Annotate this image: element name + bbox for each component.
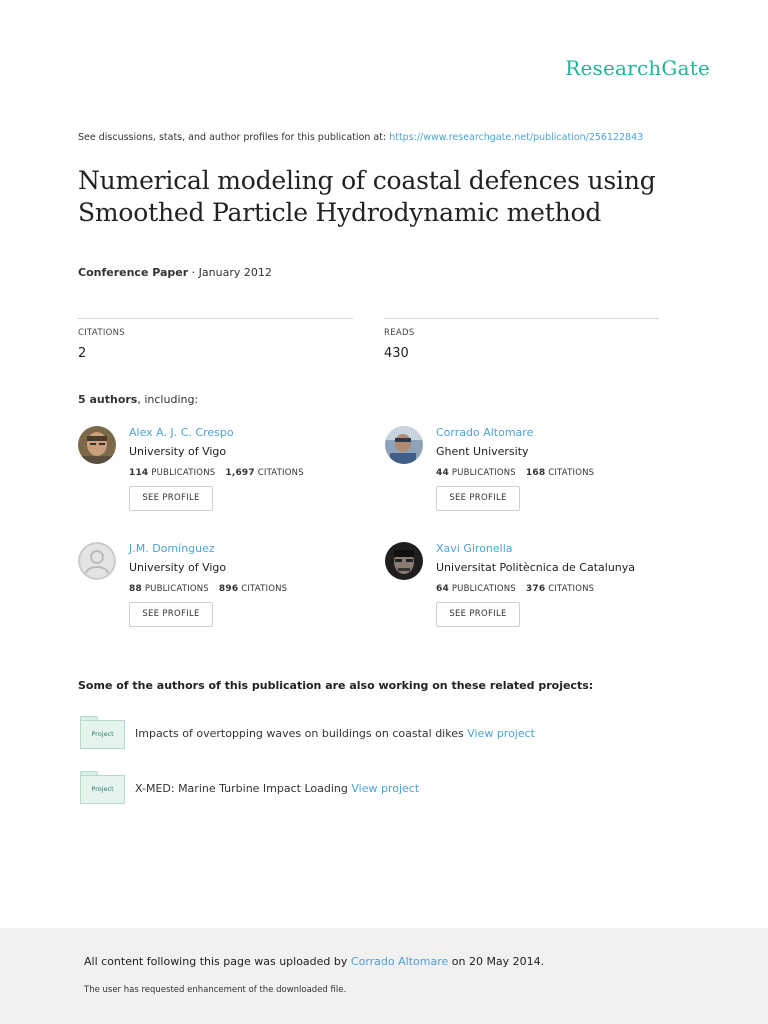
project-item xyxy=(80,716,700,750)
paper-title xyxy=(78,165,698,229)
paper-meta xyxy=(78,266,272,279)
reads-value: 430 xyxy=(384,346,409,361)
citations-value: 2 xyxy=(78,346,87,361)
see-profile-button[interactable]: SEE PROFILE xyxy=(436,486,520,511)
paper-type: Conference Paper xyxy=(78,266,189,279)
author-card xyxy=(385,542,685,642)
citations-label: CITATIONS xyxy=(78,328,125,338)
researchgate-logo[interactable]: ResearchGate xyxy=(565,56,710,80)
author-publications-count: 44 xyxy=(436,468,449,478)
author-publications-count: 88 xyxy=(129,584,142,594)
publication-link[interactable]: https://www.researchgate.net/publication/256122843 xyxy=(389,132,644,143)
author-institution: Ghent University xyxy=(436,445,529,458)
reads-label: READS xyxy=(384,328,415,338)
citations-label: CITATIONS xyxy=(241,584,288,594)
author-photo-avatar[interactable] xyxy=(78,426,116,464)
citations-stat xyxy=(78,318,353,361)
citations-label: CITATIONS xyxy=(548,468,595,478)
author-institution: University of Vigo xyxy=(129,445,227,458)
uploader-link[interactable]: Corrado Altomare xyxy=(350,955,449,968)
paper-date: · January 2012 xyxy=(188,266,272,279)
author-institution: University of Vigo xyxy=(129,561,227,574)
citations-label: CITATIONS xyxy=(257,468,304,478)
authors-heading xyxy=(78,393,198,406)
title-line-1: Numerical modeling of coastal defences using xyxy=(78,166,656,195)
author-citations-count: 896 xyxy=(218,584,239,594)
publications-label: PUBLICATIONS xyxy=(451,584,516,594)
citations-label: CITATIONS xyxy=(548,584,595,594)
see-profile-button[interactable]: SEE PROFILE xyxy=(436,602,520,627)
author-citations-count: 168 xyxy=(525,468,546,478)
project-title: Impacts of overtopping waves on buildings on coastal dikes xyxy=(135,727,468,740)
project-title: X-MED: Marine Turbine Impact Loading xyxy=(135,782,352,795)
author-name-link[interactable]: Alex A. J. C. Crespo xyxy=(129,426,234,439)
publications-label: PUBLICATIONS xyxy=(151,468,216,478)
author-stats xyxy=(129,584,287,594)
upload-prefix: All content following this page was uploaded by xyxy=(84,955,351,968)
discussion-line xyxy=(78,132,643,143)
author-name-link[interactable]: Xavi Gironella xyxy=(436,542,513,555)
authors-including: , including: xyxy=(137,393,199,406)
publications-label: PUBLICATIONS xyxy=(451,468,516,478)
author-citations-count: 1,697 xyxy=(225,468,255,478)
see-profile-button[interactable]: SEE PROFILE xyxy=(129,486,213,511)
project-folder-icon xyxy=(80,771,125,804)
upload-footer xyxy=(0,928,768,1024)
project-line xyxy=(135,727,535,740)
enhancement-note: The user has requested enhancement of the downloaded file. xyxy=(84,985,347,995)
author-card xyxy=(385,426,685,526)
project-line xyxy=(135,782,419,795)
upload-suffix: on 20 May 2014. xyxy=(448,955,545,968)
project-folder-icon xyxy=(80,716,125,749)
author-photo-avatar[interactable] xyxy=(385,426,423,464)
author-stats xyxy=(436,584,594,594)
authors-count: 5 authors xyxy=(78,393,138,406)
publications-label: PUBLICATIONS xyxy=(144,584,209,594)
default-user-icon[interactable] xyxy=(78,542,116,580)
project-item xyxy=(80,771,700,805)
author-institution: Universitat Politècnica de Catalunya xyxy=(436,561,636,574)
author-photo-avatar[interactable] xyxy=(385,542,423,580)
project-badge: Project xyxy=(80,720,125,749)
author-stats xyxy=(129,468,304,478)
author-card xyxy=(78,542,378,642)
author-name-link[interactable]: Corrado Altomare xyxy=(436,426,534,439)
title-line-2: Smoothed Particle Hydrodynamic method xyxy=(78,198,602,227)
view-project-link[interactable]: View project xyxy=(351,782,420,795)
view-project-link[interactable]: View project xyxy=(467,727,535,740)
project-badge: Project xyxy=(80,775,125,804)
author-citations-count: 376 xyxy=(525,584,546,594)
author-card xyxy=(78,426,378,526)
author-name-link[interactable]: J.M. Domínguez xyxy=(129,542,215,555)
discussion-text: See discussions, stats, and author profiles for this publication at: xyxy=(78,132,390,143)
author-publications-count: 114 xyxy=(129,468,149,478)
reads-stat xyxy=(384,318,659,361)
see-profile-button[interactable]: SEE PROFILE xyxy=(129,602,213,627)
author-stats xyxy=(436,468,594,478)
author-publications-count: 64 xyxy=(436,584,449,594)
related-projects-heading: Some of the authors of this publication are also working on these related projects: xyxy=(78,679,594,692)
upload-line xyxy=(84,955,544,968)
